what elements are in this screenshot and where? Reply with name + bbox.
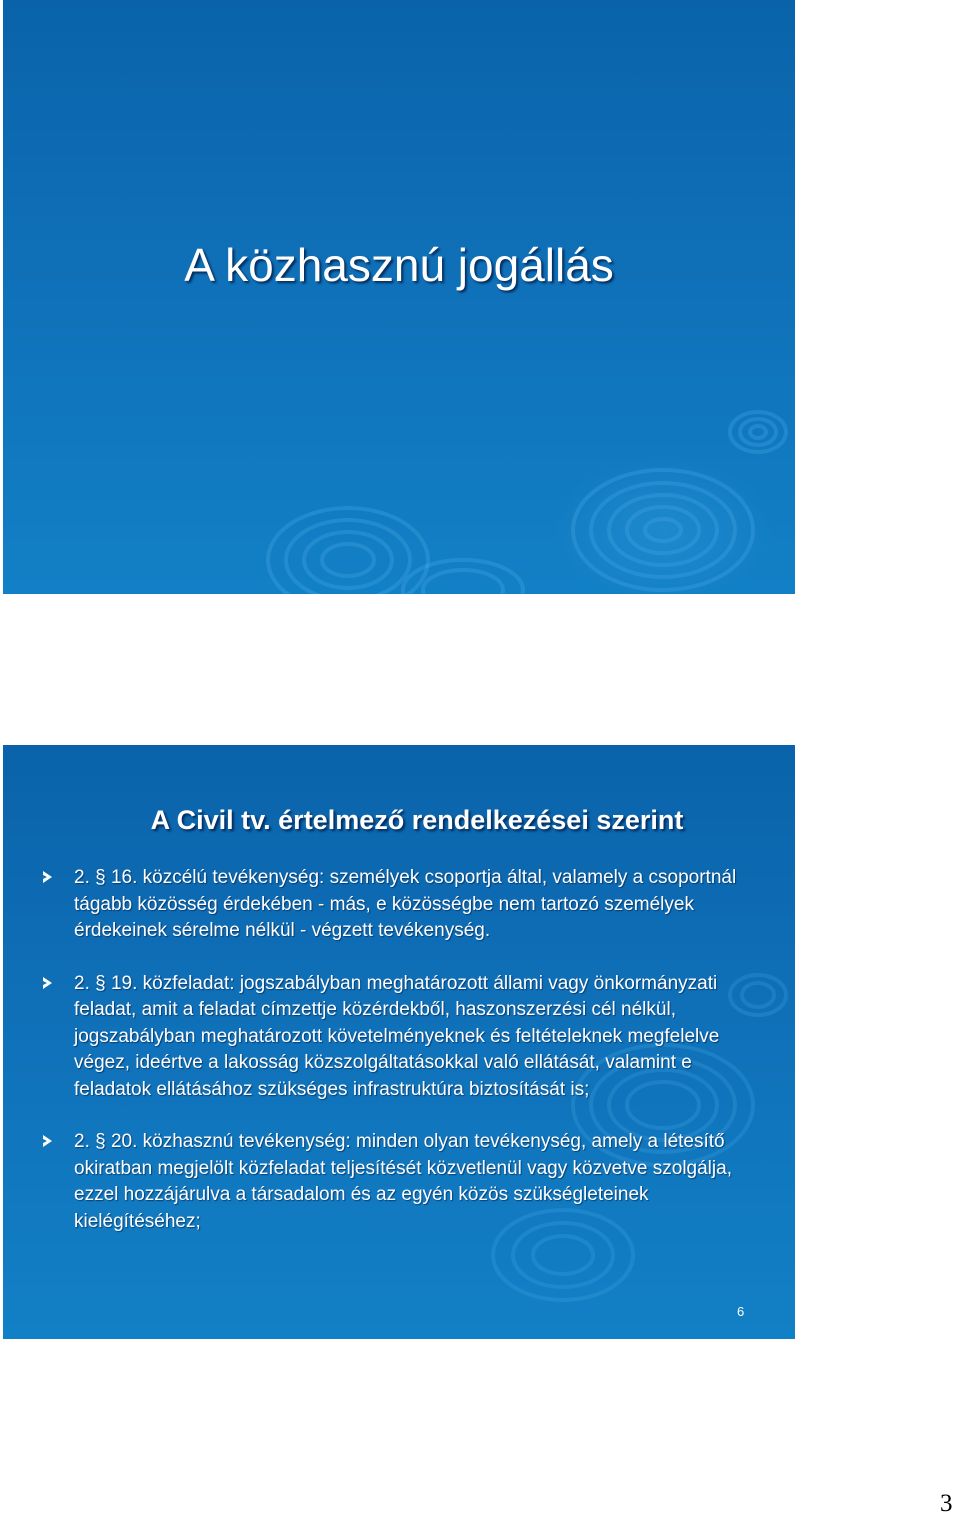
page-number: 3 xyxy=(940,1490,953,1517)
bullet-item xyxy=(3,971,795,1104)
bullet-text: 2. § 16. közcélú tevékenység: személyek csoportja által, valamely a csoportnál tágabb közösség érdekében - más, e közösségbe nem tartozó személyek érdekeinek sérelme nélkül - végzett tevékenység. xyxy=(74,867,737,941)
arrowhead-bullet-icon xyxy=(43,1135,52,1147)
water-ripples-decoration xyxy=(3,0,795,594)
bullet-list xyxy=(3,865,795,1261)
slide-title: A Civil tv. értelmező rendelkezései szerint xyxy=(150,805,684,835)
arrowhead-bullet-icon xyxy=(43,977,52,989)
bullet-item xyxy=(3,865,795,945)
arrowhead-bullet-icon xyxy=(43,871,52,883)
slide-number: 6 xyxy=(737,1304,745,1319)
slide-title: A közhasznú jogállás xyxy=(184,239,614,291)
slide-1 xyxy=(3,0,795,594)
bullet-text: 2. § 20. közhasznú tevékenység: minden olyan tevékenység, amely a létesítő okiratban megjelölt közfeladat teljesítését közvetlenül vagy közvetve szolgálja, ezzel hozzájárulva a társadalom és az egyén közös szükségleteinek kielégítéséhez; xyxy=(74,1131,732,1232)
bullet-item xyxy=(3,1129,795,1235)
slide-2 xyxy=(3,745,795,1339)
bullet-text: 2. § 19. közfeladat: jogszabályban meghatározott állami vagy önkormányzati feladat, amit a feladat címzettje közérdekből, haszonszerzési cél nélkül, jogszabályban meghatározott követelményeknek és feltételeknek megfelelve végez, ideértve a lakosság közszolgáltatásokkal való ellátását, valamint e feladatok ellátásához szükséges infrastruktúra biztosítását is; xyxy=(74,972,720,1100)
